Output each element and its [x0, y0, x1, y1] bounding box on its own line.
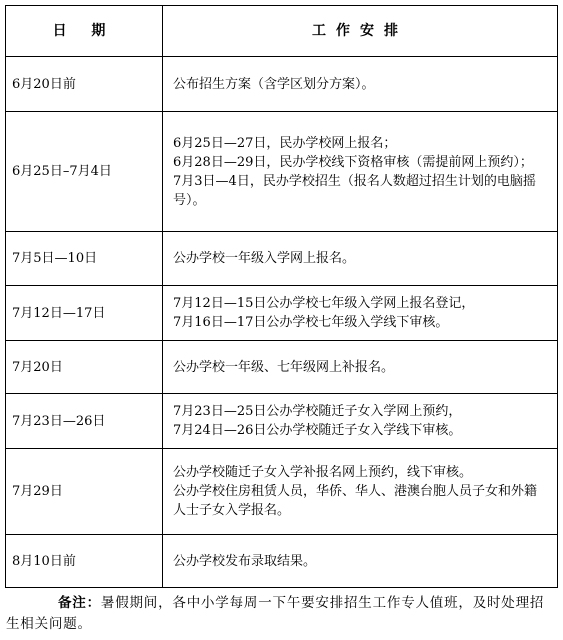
- task-line: 7月23日—25日公办学校随迁子女入学网上预约，: [173, 404, 462, 419]
- table-row: [6, 57, 558, 112]
- task-line: 公办学校发布录取结果。: [173, 553, 317, 569]
- row-date: 6月20日前: [6, 57, 163, 112]
- table-row: [6, 394, 558, 449]
- table-row: [6, 341, 558, 394]
- table-row: [6, 232, 558, 286]
- table-row: [6, 449, 558, 535]
- table-row: [6, 286, 558, 341]
- task-line: 6月25日—27日，民办学校网上报名；: [173, 135, 397, 151]
- footnote-text: 暑假期间，各中小学每周一下午要安排招生工作专人值班，及时处理招生相关问题。: [6, 595, 545, 632]
- header-work-arrangement: 工作安排: [163, 6, 558, 57]
- row-tasks: [163, 535, 558, 588]
- task-line: 7月3日—4日，民办学校招生（报名人数超过招生计划的电脑摇号）。: [173, 173, 536, 208]
- task-line: 7月24日—26日公办学校随迁子女入学线下审核。: [173, 423, 462, 438]
- table-body: [6, 57, 558, 588]
- row-tasks: [163, 449, 558, 535]
- row-date: 7月29日: [6, 449, 163, 535]
- row-date: 7月5日—10日: [6, 232, 163, 286]
- row-tasks: [163, 112, 558, 232]
- row-date: 7月20日: [6, 341, 163, 394]
- row-tasks: [163, 57, 558, 112]
- row-date: 7月12日—17日: [6, 286, 163, 341]
- enrollment-schedule-table: [5, 5, 558, 588]
- footnote-label: 备注：: [58, 595, 101, 611]
- row-date: 8月10日前: [6, 535, 163, 588]
- task-line: 公办学校一年级入学网上报名。: [173, 251, 356, 266]
- table-row: [6, 112, 558, 232]
- task-line: 6月28日—29日，民办学校线下资格审核（需提前网上预约）；: [173, 154, 533, 170]
- row-tasks: [163, 286, 558, 341]
- header-date: 日 期: [6, 6, 163, 57]
- task-line: 公布招生方案（含学区划分方案）。: [173, 76, 375, 92]
- row-tasks: [163, 232, 558, 286]
- row-date: 6月25日–7月4日: [6, 112, 163, 232]
- table-header-row: [6, 6, 558, 57]
- footnote: [6, 593, 556, 635]
- task-line: 公办学校住房租赁人员，华侨、华人、港澳台胞人员子女和外籍人士子女入学报名。: [173, 484, 538, 518]
- task-line: 7月16日—17日公办学校七年级入学线下审核。: [173, 315, 449, 330]
- row-tasks: [163, 341, 558, 394]
- row-tasks: [163, 394, 558, 449]
- table-row: [6, 535, 558, 588]
- task-line: 7月12日—15日公办学校七年级入学网上报名登记，: [173, 296, 475, 311]
- row-date: 7月23日—26日: [6, 394, 163, 449]
- task-line: 公办学校随迁子女入学补报名网上预约，线下审核。: [173, 465, 473, 480]
- task-line: 公办学校一年级、七年级网上补报名。: [173, 359, 395, 375]
